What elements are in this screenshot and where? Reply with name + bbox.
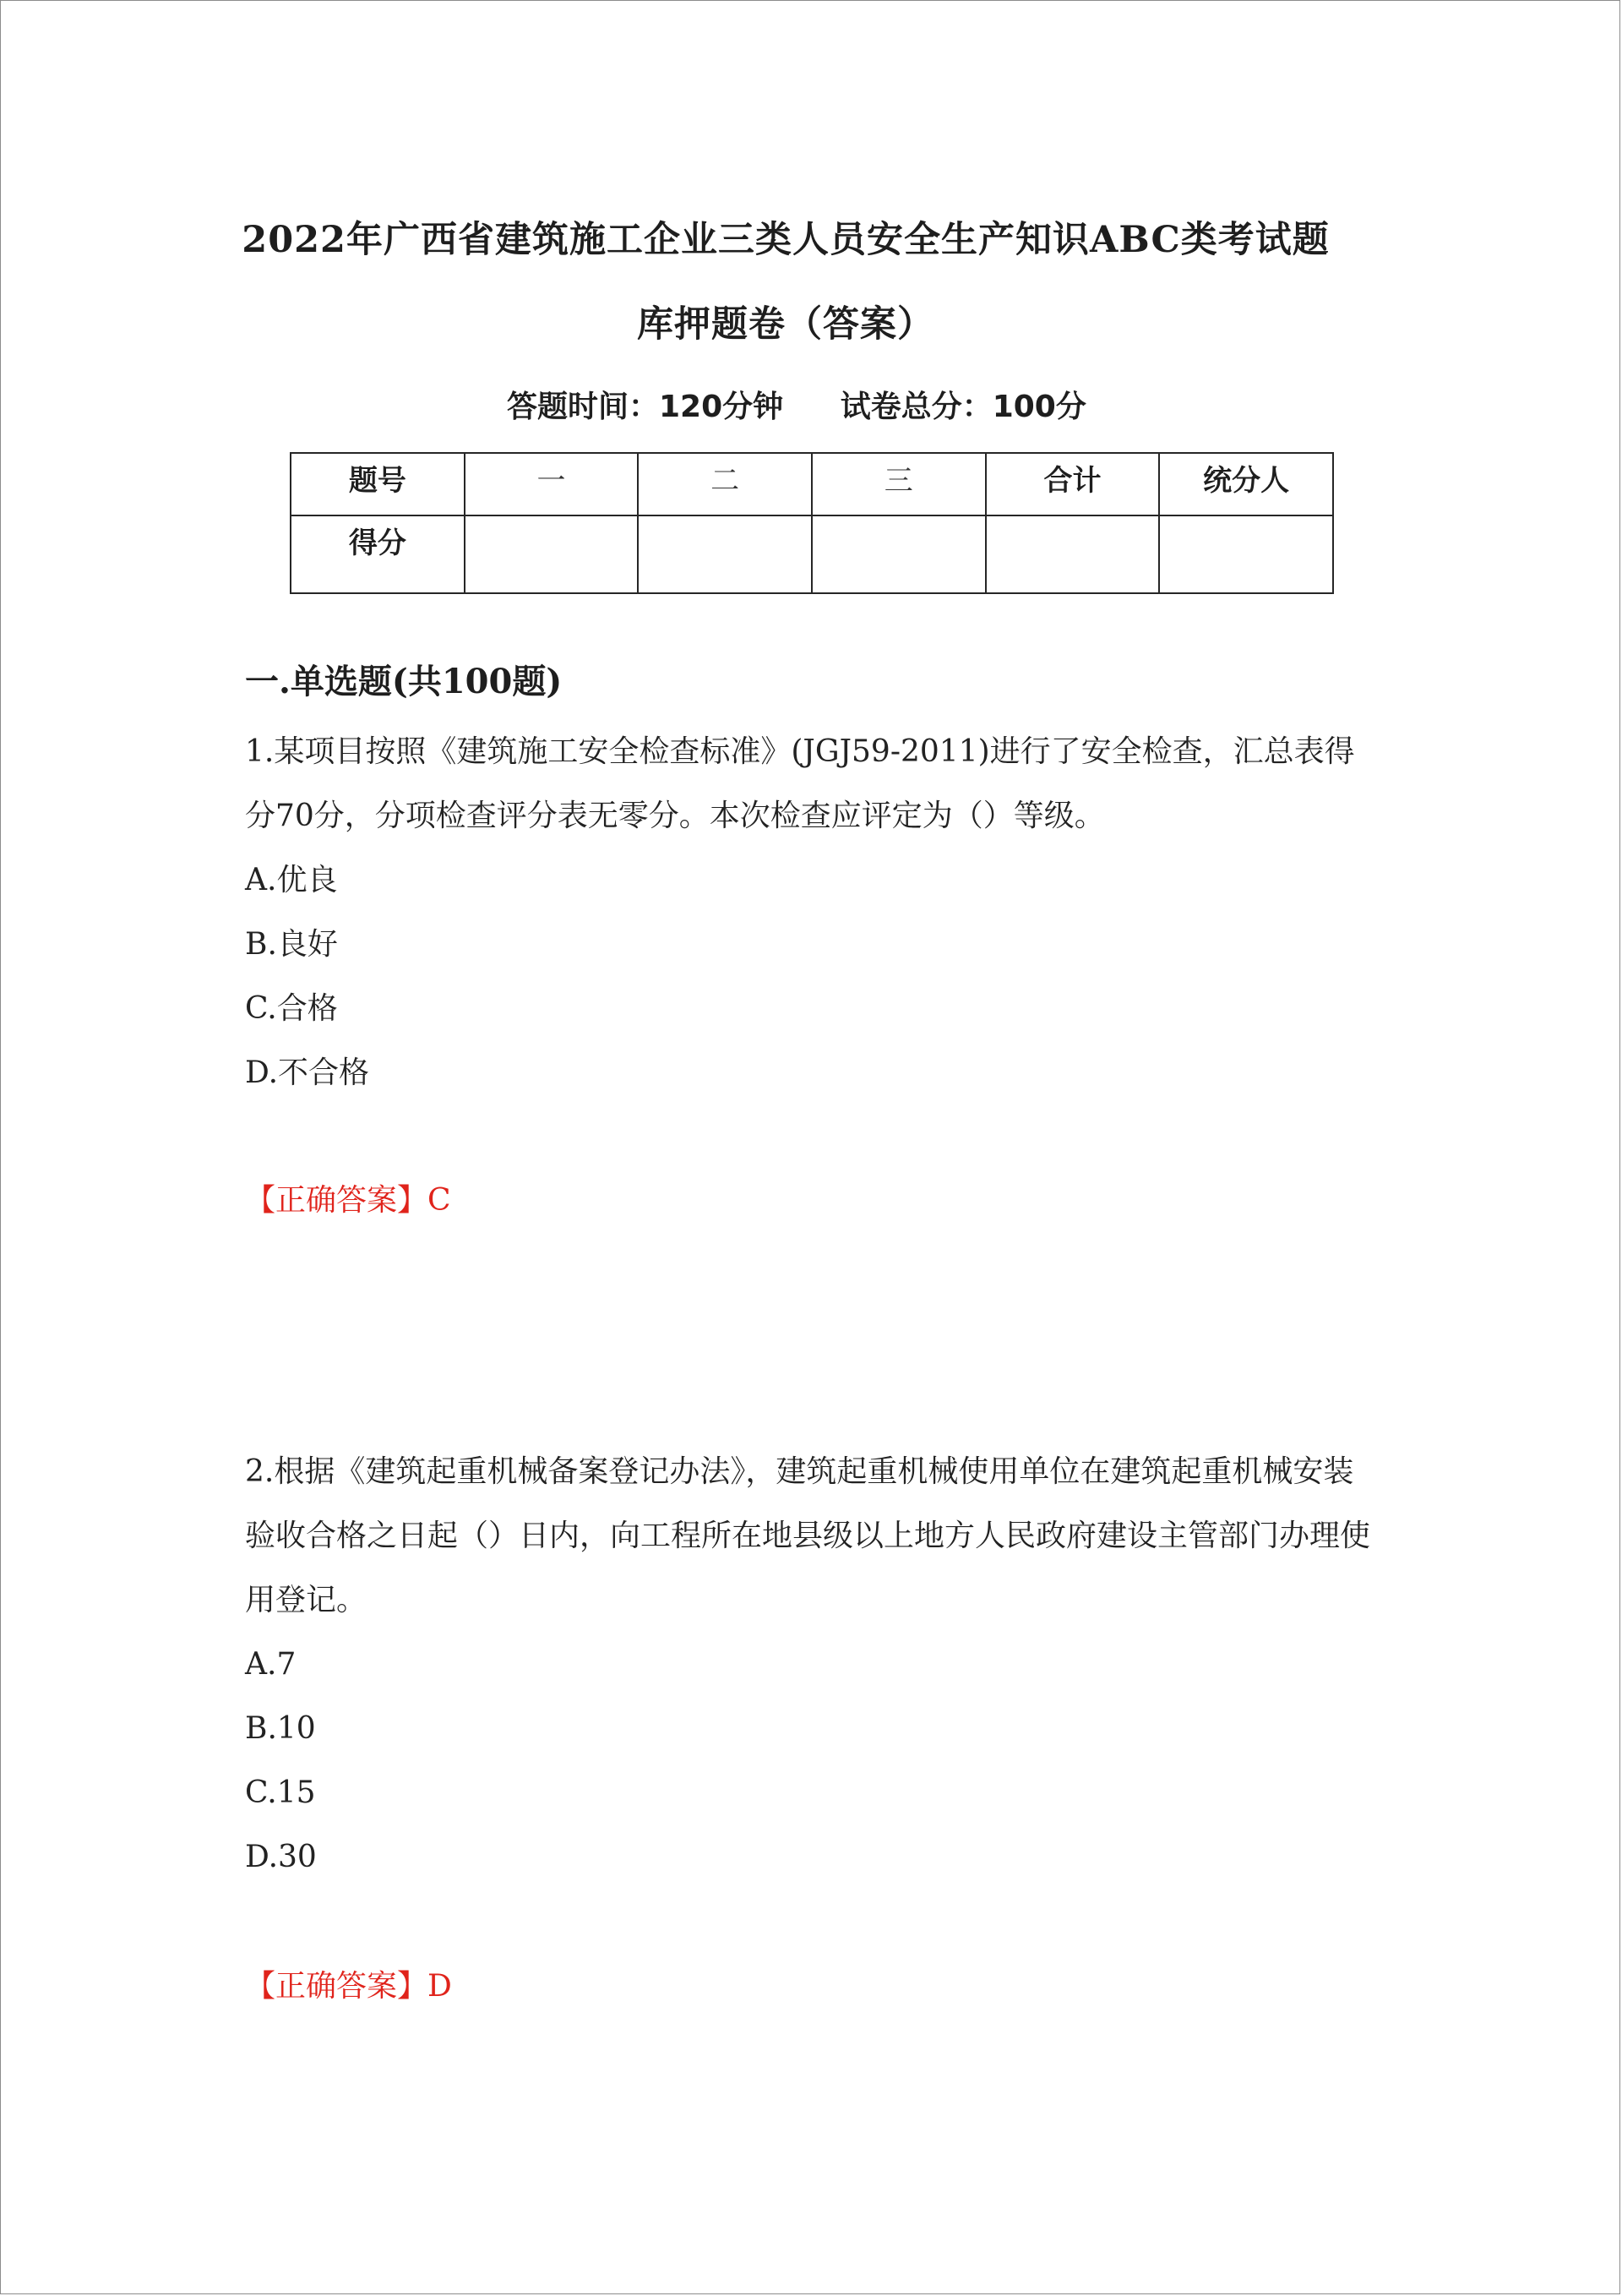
document-title-line2: 库押题卷（答案） bbox=[637, 303, 934, 346]
score-table-header-row bbox=[291, 453, 1333, 515]
question-option: D.30 bbox=[245, 1840, 317, 1874]
score-table bbox=[290, 452, 1334, 594]
score-header-cell: 二 bbox=[638, 453, 812, 515]
score-header-cell: 三 bbox=[812, 453, 986, 515]
question-option: A.优良 bbox=[245, 863, 338, 897]
score-table-score-row bbox=[291, 515, 1333, 593]
question-option: A.7 bbox=[245, 1647, 297, 1682]
correct-answer: 【正确答案】C bbox=[245, 1183, 451, 1218]
exam-time: 答题时间：120分钟 bbox=[507, 390, 784, 424]
score-cell bbox=[465, 515, 639, 593]
question-option: C.15 bbox=[245, 1775, 316, 1810]
score-header-cell: 一 bbox=[465, 453, 639, 515]
score-cell bbox=[1159, 515, 1333, 593]
question-option: D.不合格 bbox=[245, 1055, 370, 1090]
score-cell bbox=[638, 515, 812, 593]
question-option: B.10 bbox=[245, 1711, 316, 1746]
score-header-cell: 统分人 bbox=[1159, 453, 1333, 515]
question-option: B.良好 bbox=[245, 927, 338, 962]
exam-meta bbox=[507, 383, 1133, 426]
question-item bbox=[245, 720, 1377, 1105]
question-item bbox=[245, 1440, 1377, 1890]
document-title-line1: 2022年广西省建筑施工企业三类人员安全生产知识ABC类考试题 bbox=[242, 219, 1330, 261]
score-header-cell: 合计 bbox=[986, 453, 1160, 515]
correct-answer: 【正确答案】D bbox=[245, 1969, 452, 2004]
score-header-cell: 题号 bbox=[291, 453, 465, 515]
score-row-label: 得分 bbox=[291, 515, 465, 593]
section-title: 一.单选题(共100题) bbox=[245, 662, 563, 701]
question-option: C.合格 bbox=[245, 991, 338, 1026]
question-stem: 2.根据《建筑起重机械备案登记办法》，建筑起重机械使用单位在建筑起重机械安装验收合格之日起（）日内，向工程所在地县级以上地方人民政府建设主管部门办理使用登记。 bbox=[245, 1454, 1371, 1617]
score-cell bbox=[812, 515, 986, 593]
score-cell bbox=[986, 515, 1160, 593]
exam-total-score: 试卷总分：100分 bbox=[840, 390, 1086, 424]
question-stem: 1.某项目按照《建筑施工安全检查标准》(JGJ59-2011)进行了安全检查，汇总表得分70分，分项检查评分表无零分。本次检查应评定为（）等级。 bbox=[245, 734, 1355, 833]
